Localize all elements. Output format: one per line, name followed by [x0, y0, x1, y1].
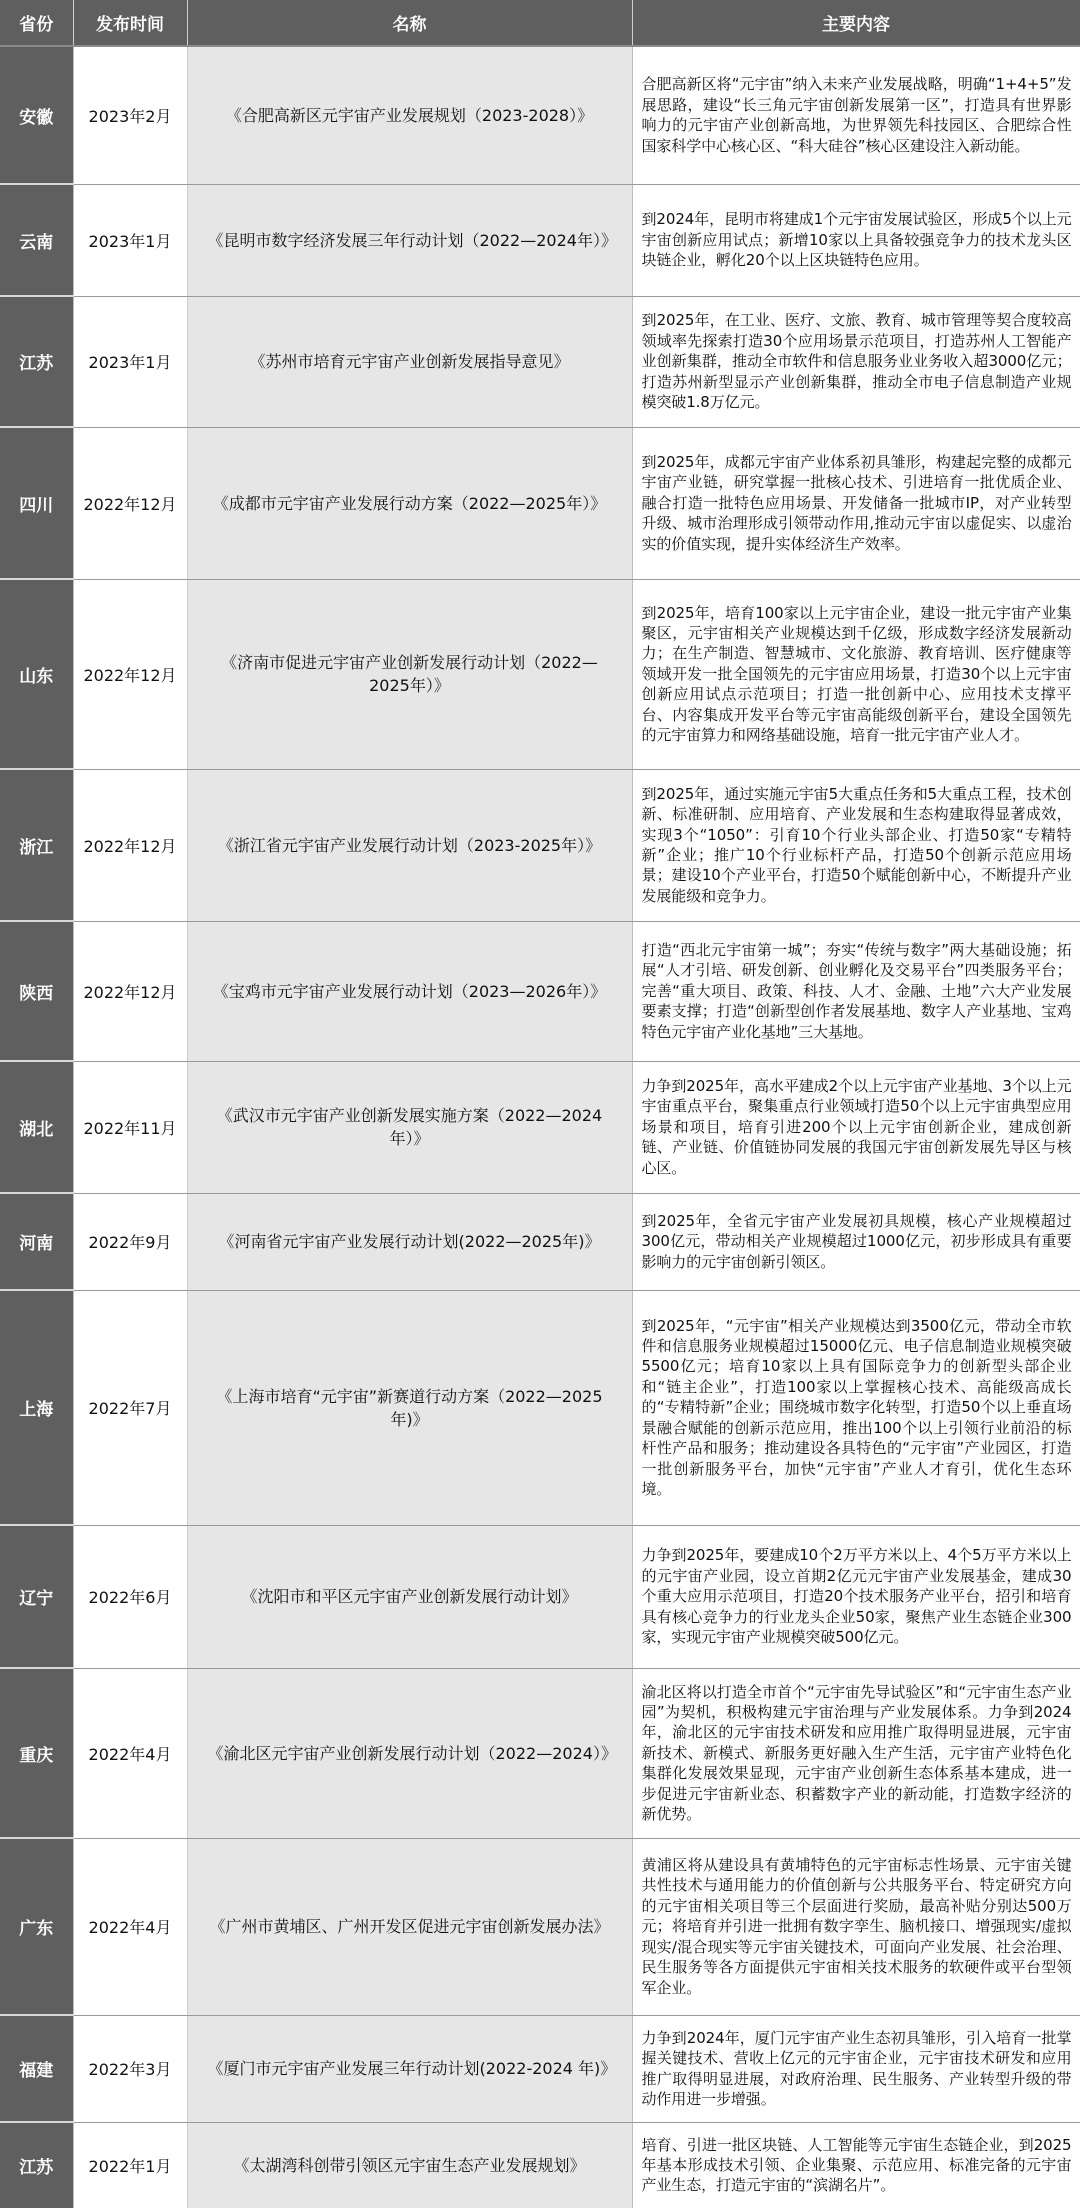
- header-date: 发布时间: [73, 0, 187, 46]
- content-cell: 到2025年，在工业、医疗、文旅、教育、城市管理等契合度较高领域率先探索打造30个应用场景示范项目，打造苏州人工智能产业创新集群，推动全市软件和信息服务业业务收入超3000亿元；打造苏州新型显示产业创新集群，推动全市电子信息制造产业规模突破1.8万亿元。: [632, 296, 1080, 427]
- province-cell: 湖北: [0, 1061, 73, 1193]
- province-cell: 福建: [0, 2015, 73, 2122]
- header-content: 主要内容: [632, 0, 1080, 46]
- content-cell: 力争到2024年，厦门元宇宙产业生态初具雏形，引入培育一批掌握关键技术、营收上亿元的元宇宙企业，元宇宙技术研发和应用推广取得明显进展，对政府治理、民生服务、产业转型升级的带动作用进一步增强。: [632, 2015, 1080, 2122]
- name-cell: 《上海市培育“元宇宙”新赛道行动方案（2022—2025年)》: [187, 1290, 632, 1525]
- table-row: [0, 1838, 1080, 2015]
- date-cell: 2022年7月: [73, 1290, 187, 1525]
- name-cell: 《武汉市元宇宙产业创新发展实施方案（2022—2024年）》: [187, 1061, 632, 1193]
- table-row: [0, 1525, 1080, 1668]
- name-cell: 《太湖湾科创带引领区元宇宙生态产业发展规划》: [187, 2122, 632, 2208]
- date-cell: 2022年9月: [73, 1193, 187, 1290]
- date-cell: 2022年4月: [73, 1838, 187, 2015]
- name-cell: 《厦门市元宇宙产业发展三年行动计划(2022-2024 年)》: [187, 2015, 632, 2122]
- table-row: [0, 579, 1080, 769]
- province-cell: 广东: [0, 1838, 73, 2015]
- date-cell: 2023年2月: [73, 46, 187, 184]
- table-row: [0, 296, 1080, 427]
- province-cell: 浙江: [0, 769, 73, 921]
- province-cell: 辽宁: [0, 1525, 73, 1668]
- date-cell: 2023年1月: [73, 296, 187, 427]
- province-cell: 重庆: [0, 1668, 73, 1838]
- date-cell: 2022年4月: [73, 1668, 187, 1838]
- content-cell: 力争到2025年，要建成10个2万平方米以上、4个5万平方米以上的元宇宙产业园，设立首期2亿元元宇宙产业发展基金，建成30个重大应用示范项目，打造20个技术服务产业平台，招引和培育具有核心竞争力的行业龙头企业50家，聚焦产业生态链企业300家，实现元宇宙产业规模突破500亿元。: [632, 1525, 1080, 1668]
- province-cell: 江苏: [0, 2122, 73, 2208]
- table-row: [0, 921, 1080, 1061]
- province-cell: 上海: [0, 1290, 73, 1525]
- content-cell: 到2025年，全省元宇宙产业发展初具规模，核心产业规模超过300亿元，带动相关产业规模超过1000亿元，初步形成具有重要影响力的元宇宙创新引领区。: [632, 1193, 1080, 1290]
- date-cell: 2022年6月: [73, 1525, 187, 1668]
- content-cell: 到2025年，通过实施元宇宙5大重点任务和5大重点工程，技术创新、标准研制、应用培育、产业发展和生态构建取得显著成效，实现3个“1050”：引育10个行业头部企业、打造50家“专精特新”企业；推广10个行业标杆产品，打造50个创新示范应用场景；建设10个产业平台，打造50个赋能创新中心，不断提升产业发展能级和竞争力。: [632, 769, 1080, 921]
- province-cell: 江苏: [0, 296, 73, 427]
- name-cell: 《合肥高新区元宇宙产业发展规划（2023-2028）》: [187, 46, 632, 184]
- content-cell: 渝北区将以打造全市首个“元宇宙先导试验区”和“元宇宙生态产业园”为契机，积极构建元宇宙治理与产业发展体系。力争到2024年，渝北区的元宇宙技术研发和应用推广取得明显进展，元宇宙新技术、新模式、新服务更好融入生产生活，元宇宙产业特色化集群化发展效果显现，元宇宙产业创新生态体系基本建成，进一步促进元宇宙新业态、积蓄数字产业的新动能，打造数字经济的新优势。: [632, 1668, 1080, 1838]
- province-cell: 河南: [0, 1193, 73, 1290]
- table-row: [0, 2122, 1080, 2208]
- name-cell: 《成都市元宇宙产业发展行动方案（2022—2025年）》: [187, 427, 632, 579]
- name-cell: 《济南市促进元宇宙产业创新发展行动计划（2022—2025年）》: [187, 579, 632, 769]
- province-cell: 陕西: [0, 921, 73, 1061]
- province-cell: 山东: [0, 579, 73, 769]
- name-cell: 《沈阳市和平区元宇宙产业创新发展行动计划》: [187, 1525, 632, 1668]
- content-cell: 到2025年，培育100家以上元宇宙企业，建设一批元宇宙产业集聚区，元宇宙相关产业规模达到千亿级，形成数字经济发展新动力；在生产制造、智慧城市、文化旅游、教育培训、医疗健康等领域开发一批全国领先的元宇宙应用场景，打造30个以上元宇宙创新应用试点示范项目；打造一批创新中心、应用技术支撑平台、内容集成开发平台等元宇宙高能级创新平台，建设全国领先的元宇宙算力和网络基础设施，培育一批元宇宙产业人才。: [632, 579, 1080, 769]
- content-cell: 到2025年，成都元宇宙产业体系初具雏形，构建起完整的成都元宇宙产业链，研究掌握一批核心技术、引进培育一批优质企业、融合打造一批特色应用场景、开发储备一批城市IP，对产业转型升级、城市治理形成引领带动作用,推动元宇宙以虚促实、以虚治实的价值实现，提升实体经济生产效率。: [632, 427, 1080, 579]
- table-row: [0, 769, 1080, 921]
- date-cell: 2023年1月: [73, 184, 187, 296]
- name-cell: 《广州市黄埔区、广州开发区促进元宇宙创新发展办法》: [187, 1838, 632, 2015]
- date-cell: 2022年3月: [73, 2015, 187, 2122]
- name-cell: 《宝鸡市元宇宙产业发展行动计划（2023—2026年）》: [187, 921, 632, 1061]
- table-row: [0, 1193, 1080, 1290]
- content-cell: 培育、引进一批区块链、人工智能等元宇宙生态链企业，到2025 年基本形成技术引领、企业集聚、示范应用、标准完备的元宇宙产业生态，打造元宇宙的“滨湖名片”。: [632, 2122, 1080, 2208]
- table-row: [0, 1061, 1080, 1193]
- name-cell: 《苏州市培育元宇宙产业创新发展指导意见》: [187, 296, 632, 427]
- date-cell: 2022年11月: [73, 1061, 187, 1193]
- province-cell: 云南: [0, 184, 73, 296]
- province-cell: 安徽: [0, 46, 73, 184]
- header-name: 名称: [187, 0, 632, 46]
- content-cell: 打造“西北元宇宙第一城”；夯实“传统与数字”两大基础设施；拓展“人才引培、研发创新、创业孵化及交易平台”四类服务平台；完善“重大项目、政策、科技、人才、金融、土地”六大产业发展要素支撑；打造“创新型创作者发展基地、数字人产业基地、宝鸡特色元宇宙产业化基地”三大基地。: [632, 921, 1080, 1061]
- content-cell: 黄浦区将从建设具有黄埔特色的元宇宙标志性场景、元宇宙关键共性技术与通用能力的价值创新与公共服务平台、特定研究方向的元宇宙相关项目等三个层面进行奖励，最高补贴分别达500万元；将培育并引进一批拥有数字孪生、脑机接口、增强现实/虚拟现实/混合现实等元宇宙关键技术，可面向产业发展、社会治理、民生服务等各方面提供元宇宙相关技术服务的软硬件或平台型领军企业。: [632, 1838, 1080, 2015]
- content-cell: 到2024年，昆明市将建成1个元宇宙发展试验区，形成5个以上元宇宙创新应用试点；新增10家以上具备较强竞争力的技术龙头区块链企业，孵化20个以上区块链特色应用。: [632, 184, 1080, 296]
- date-cell: 2022年12月: [73, 769, 187, 921]
- table-row: [0, 427, 1080, 579]
- content-cell: 力争到2025年，高水平建成2个以上元宇宙产业基地、3个以上元宇宙重点平台，聚集重点行业领域打造50个以上元宇宙典型应用场景和项目，培育引进200个以上元宇宙创新企业，建成创新链、产业链、价值链协同发展的我国元宇宙创新发展先导区与核心区。: [632, 1061, 1080, 1193]
- table-row: [0, 46, 1080, 184]
- name-cell: 《渝北区元宇宙产业创新发展行动计划（2022—2024）》: [187, 1668, 632, 1838]
- table-row: [0, 184, 1080, 296]
- date-cell: 2022年12月: [73, 427, 187, 579]
- table-row: [0, 1668, 1080, 1838]
- content-cell: 到2025年，“元宇宙”相关产业规模达到3500亿元，带动全市软件和信息服务业规模超过15000亿元、电子信息制造业规模突破5500亿元；培育10家以上具有国际竞争力的创新型头部企业和“链主企业”，打造100家以上掌握核心技术、高能级高成长的“专精特新”企业；围绕城市数字化转型，打造50个以上垂直场景融合赋能的创新示范应用，推出100个以上引领行业前沿的标杆性产品和服务；推动建设各具特色的“元宇宙”产业园区，打造一批创新服务平台，加快“元宇宙”产业人才育引，优化生态环境。: [632, 1290, 1080, 1525]
- header-province: 省份: [0, 0, 73, 46]
- header-row: [0, 0, 1080, 46]
- date-cell: 2022年12月: [73, 921, 187, 1061]
- table-row: [0, 1290, 1080, 1525]
- name-cell: 《河南省元宇宙产业发展行动计划(2022—2025年)》: [187, 1193, 632, 1290]
- name-cell: 《浙江省元宇宙产业发展行动计划（2023-2025年）》: [187, 769, 632, 921]
- province-cell: 四川: [0, 427, 73, 579]
- table-row: [0, 2015, 1080, 2122]
- content-cell: 合肥高新区将“元宇宙”纳入未来产业发展战略，明确“1+4+5”发展思路，建设“长三角元宇宙创新发展第一区”，打造具有世界影响力的元宇宙产业创新高地，为世界领先科技园区、合肥综合性国家科学中心核心区、“科大硅谷”核心区建设注入新动能。: [632, 46, 1080, 184]
- date-cell: 2022年1月: [73, 2122, 187, 2208]
- date-cell: 2022年12月: [73, 579, 187, 769]
- name-cell: 《昆明市数字经济发展三年行动计划（2022—2024年）》: [187, 184, 632, 296]
